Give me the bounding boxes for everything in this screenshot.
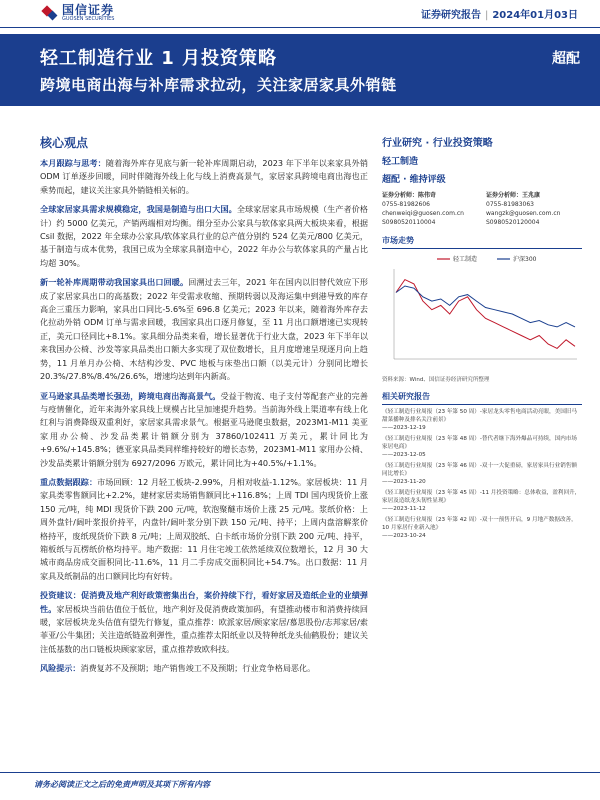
paragraph-demand: 全球家居家具需求规模稳定，我国是制造与出口大国。全球家居家具市场规模（生产者价格计）约 5000 亿美元，产销两端相对均衡。细分至办公家具与软体家具两大板块来看，根据 Csil 数据，2022 年全球办公家具/软体家具行业的总产值分别约 524 亿美元/800 亿美元，基于制造与成本优势，我国已成为全球家具制造中心，2022 年办公与软体家具的产量占比均超 30%。	[40, 204, 368, 268]
core-views-title: 核心观点	[40, 136, 89, 150]
legend-label-1: 轻工制造	[453, 256, 478, 263]
core-views	[40, 134, 368, 682]
series-line-2	[396, 286, 575, 327]
paragraph-restock: 新一轮补库周期带动我国家具出口回暖。回溯过去三年，2021 年在国内以旧替代效应下形成了家居家具出口的高基数；2022 年受需求收缩、预期转弱以及海运集中到港导致的库存高企三重压力影响，家具出口同比-5.6%至 696.8 亿美元；2023 年以来，随着海外库存去化拉动外销 ODM 订单与需求回暖，我国家具出口逐月修复，至 11 月出口额增速已实现转正，美元口径同比+8.1%。家具细分品类来看，增长显著优于行业大盘，2023 年下半年以来我国办公椅、沙发等家具品类出口额大多实现了双位数增长，且月度增速呈现逐月向上趋势，11 月单月办公椅、木结构沙发、PVC 地板与床垫出口额（以美元计）分别同比增长 20.3%/27.8%/8.4%/26.6%，增速均达到年内新高。	[40, 277, 368, 382]
chart-source: 资料来源：Wind、国信证券经济研究所整理	[382, 377, 490, 383]
disclaimer: 请务必阅读正文之后的免责声明及其项下所有内容	[34, 780, 210, 789]
header-meta: 证券研究报告 | 2024年01月03日	[420, 10, 578, 21]
legend-label-2: 沪深300	[513, 256, 537, 263]
analyst-list	[382, 191, 582, 227]
paragraph-amazon: 亚马逊家具品类增长强劲，跨境电商出海高景气。受益于物流、电子支付等配套产业的完善与疫情催化，近年来海外家具线上规模占比呈加速提升趋势。当前海外线上渠道率有线上化红利与消费降级双重利好，家居家具需求景气。根据亚马逊爬虫数据，2023M1-M11 美亚家用办公椅、沙发品类累计销额分别为 37860/102411 万美元，累计同比为+9.6%/+145.8%；德亚家具品类同样维持较好的增长态势，2023M1-M11 家用办公椅、沙发品类累计销额分别为 6927/2096 万欧元，累计同比为+40.5%/+1.1%。	[40, 390, 368, 468]
market-trend-chart	[382, 251, 582, 369]
report-title: 轻工制造行业 1 月投资策略	[40, 48, 278, 69]
series-line-1	[396, 280, 575, 349]
rating-badge: 超配	[552, 51, 580, 67]
related-item[interactable]: 《轻工制造行业周报（23 年第 48 周）-替代者继下海外爆品可持续，国内市场家居电商》 ——2023-12-05	[382, 436, 577, 458]
related-item[interactable]: 《轻工制造行业周报（23 年第 50 周）-家居龙头零售电商活动亮眼，美国旧马甜菜播种及排名关注前景》 ——2023-12-19	[382, 409, 577, 431]
report-subtitle: 跨境电商出海与补库需求拉动，关注家居家具外销链	[40, 76, 397, 94]
report-date: 2024年01月03日	[492, 10, 578, 21]
related-item[interactable]: 《轻工制造行业周报（23 年第 45 周）-11 月投资策略：总体收益，盈利回升，家居及造纸龙头韧性显现》 ——2023-11-12	[382, 490, 581, 512]
logo-cn: 国信证券	[62, 3, 115, 17]
logo-en: GUOSEN SECURITIES	[62, 16, 115, 22]
related-list	[382, 408, 582, 540]
paragraph-advice: 投资建议：促消费及地产利好政策密集出台，案价持续下行，看好家居及造纸企业的业绩弹性。家居板块当前估值位于低位，地产利好及促消费政策加码，有望推动楼市和消费持续回暖，家居板块龙头估值有望先行修复，重点推荐：欧派家居/顾家家居/慕思股份/志邦家居/索菲亚/公牛集团；关注造纸链盈利弹性，重点推荐太阳纸业以及特种纸龙头仙鹤股份；建议关注低基数的出口链板块顾家家居，重点推荐致欧科技。	[40, 590, 368, 654]
related-item[interactable]: 《轻工制造行业周报（23 年第 42 周）-双十一预售开启，9 月地产数据改善，10 月家居行业新入池》 ——2023-10-24	[382, 517, 577, 539]
market-trend-title: 市场走势	[382, 235, 582, 249]
related-item[interactable]: 《轻工制造行业周报（23 年第 46 周）-双十一大促重磅，家居家具行业销售额同比增长》 ——2023-11-20	[382, 463, 577, 485]
paragraph-tracking: 本月跟踪与思考：随着海外库存见底与新一轮补库周期启动，2023 年下半年以来家具外销 ODM 订单逐步回暖，同时伴随海外线上化与线上消费高景气，家居家具跨境电商出海也正乘势而起，建议关注家具外销链相关标的。	[40, 158, 368, 195]
paragraph-risk: 风险提示：消费复苏不及预期；地产销售竣工不及预期；行业竞争格局恶化。	[40, 663, 316, 674]
related-title: 相关研究报告	[382, 391, 582, 405]
sidebar-industry: 轻工制造	[382, 157, 419, 167]
title-banner	[0, 34, 600, 106]
analyst-2: 证券分析师：王兆康 0755-81983063 wangzk@guosen.com.cn S0980520120004	[486, 192, 561, 226]
paragraph-data: 重点数据跟踪：市场回顾：12 月轻工板块-2.99%，月相对收益-1.12%。家居板块：11 月家具类零售额同比+2.2%，建材家居卖场销售额同比+116.8%；上周 TDI 国内现货价上涨 150 元/吨，纯 MDI 现货价下跌 200 元/吨，软泡聚醚市场价上涨 25 元/吨。浆纸价格：上周外盘针/阔叶浆报价持平，内盘针/阔叶浆分别下跌 150 元/吨、持平；上周内盘溶解浆价格持平，废纸现货价下跌 8 元/吨；上周双胶纸、白卡纸市场价分别下跌 200 元/吨、持平，箱板纸与瓦楞纸价格均持平。地产数据：11 月住宅竣工依然延续双位数增长，12 月 30 大城市商品房成交面积同比-11.6%，11 月二手房成交面积同比+54.7%。出口数据：11 月家具及纸制品的出口额同比均有好转。	[40, 476, 368, 581]
guosen-logo-icon	[40, 4, 58, 22]
page-header	[0, 0, 600, 28]
sidebar-rating: 超配 · 维持评级	[382, 175, 446, 185]
report-type: 证券研究报告	[420, 10, 481, 21]
sidebar	[382, 134, 582, 540]
page-footer	[0, 772, 600, 800]
sidebar-category: 行业研究 · 行业投资策略	[382, 138, 493, 149]
analyst-1: 证券分析师：陈伟奇 0755-81982606 chenweiqi@guosen.com.cn S0980520110004	[382, 192, 464, 226]
logo	[40, 2, 114, 24]
